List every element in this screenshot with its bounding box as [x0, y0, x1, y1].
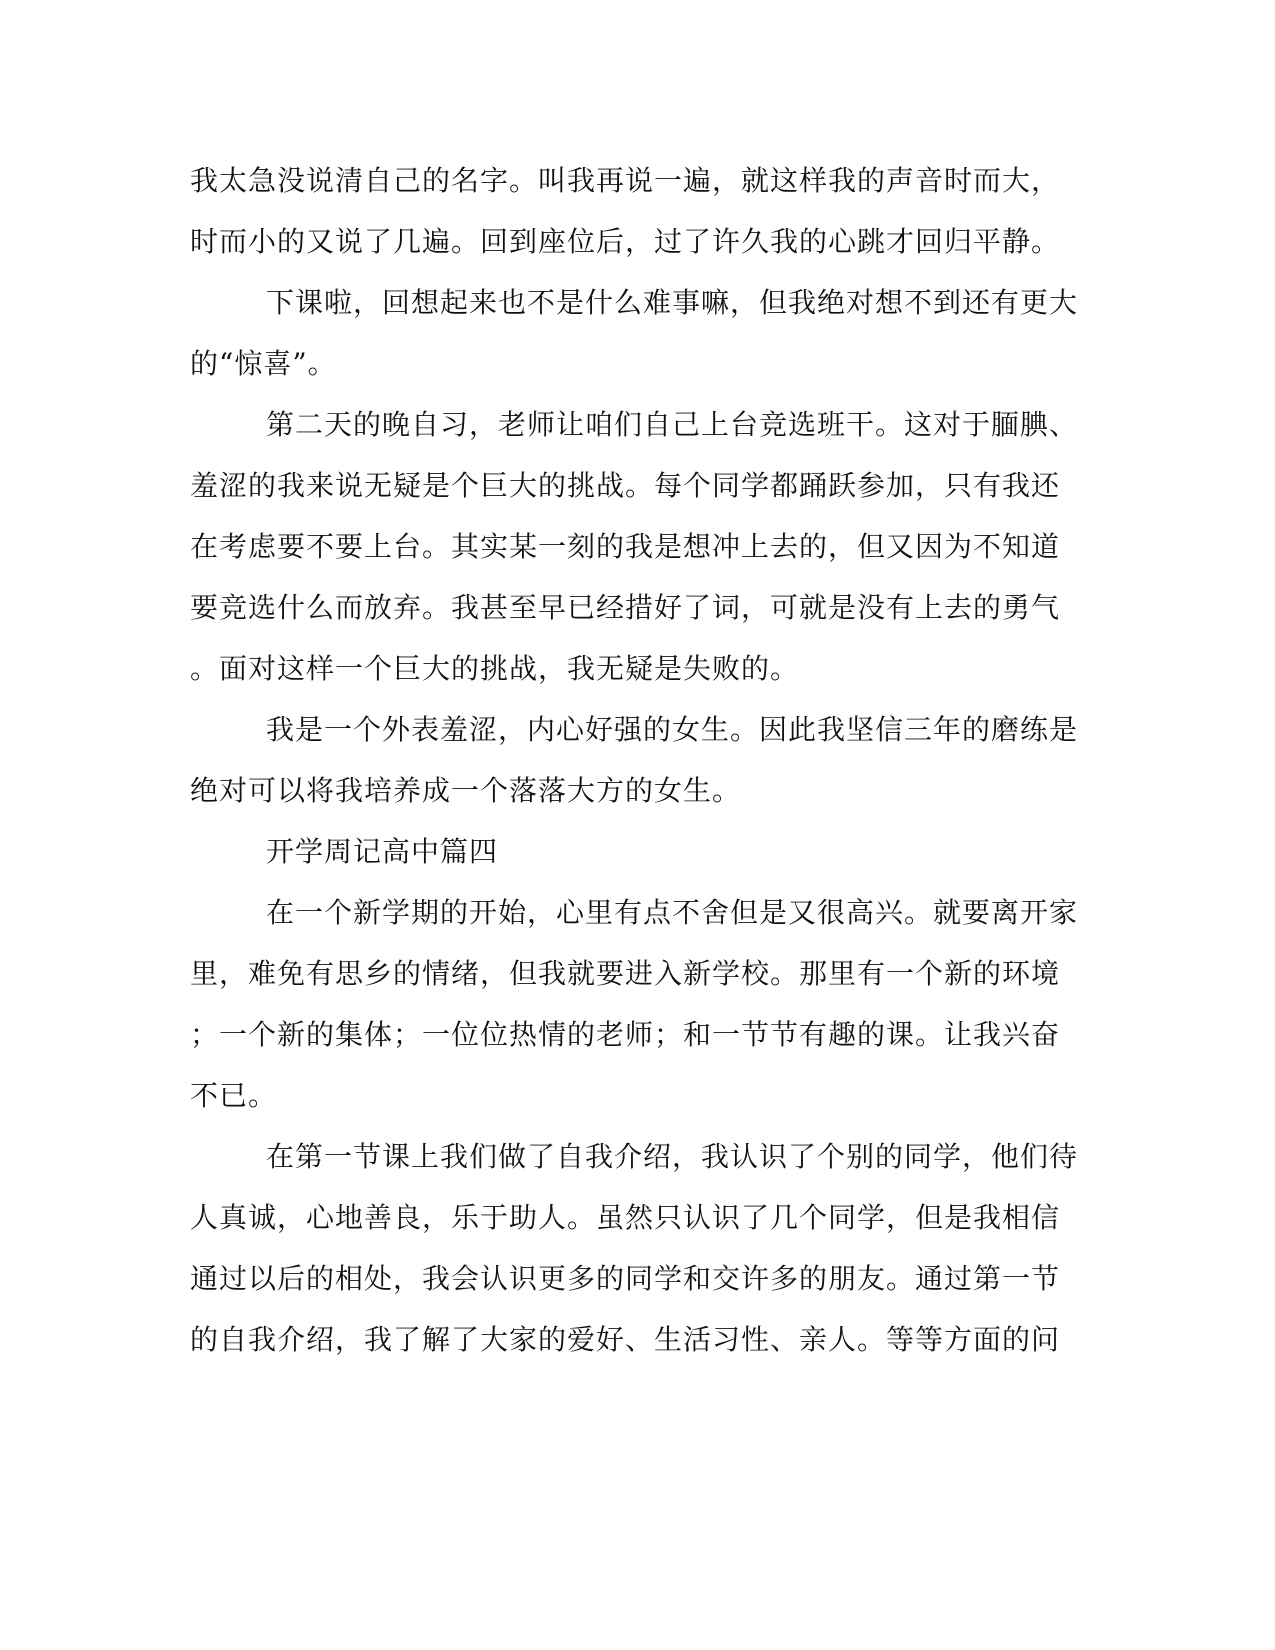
text-line: 羞涩的我来说无疑是个巨大的挑战。每个同学都踊跃参加，只有我还	[190, 469, 1061, 502]
document-body	[190, 157, 1079, 1377]
text-line: 的“惊喜”。	[190, 347, 337, 380]
text-line: 我是一个外表羞涩，内心好强的女生。因此我坚信三年的磨练是	[266, 713, 1079, 746]
text-line: 绝对可以将我培养成一个落落大方的女生。	[190, 774, 742, 807]
text-line: ；一个新的集体；一位位热情的老师；和一节节有趣的课。让我兴奋	[190, 1018, 1061, 1051]
text-line: 里，难免有思乡的情绪，但我就要进入新学校。那里有一个新的环境	[190, 957, 1061, 990]
text-line: 在第一节课上我们做了自我介绍，我认识了个别的同学，他们待	[266, 1140, 1079, 1173]
text-line: 时而小的又说了几遍。回到座位后，过了许久我的心跳才回归平静。	[190, 225, 1061, 258]
text-line: 不已。	[190, 1079, 278, 1112]
text-line: 。面对这样一个巨大的挑战，我无疑是失败的。	[190, 652, 800, 685]
text-line: 通过以后的相处，我会认识更多的同学和交许多的朋友。通过第一节	[190, 1262, 1061, 1295]
text-line: 人真诚，心地善良，乐于助人。虽然只认识了几个同学，但是我相信	[190, 1201, 1061, 1234]
text-line: 的自我介绍，我了解了大家的爱好、生活习性、亲人。等等方面的问	[190, 1323, 1061, 1356]
text-line: 要竞选什么而放弃。我甚至早已经措好了词，可就是没有上去的勇气	[190, 591, 1061, 624]
text-line: 在一个新学期的开始，心里有点不舍但是又很高兴。就要离开家	[266, 896, 1079, 929]
section-heading: 开学周记高中篇四	[266, 835, 499, 868]
text-line: 在考虑要不要上台。其实某一刻的我是想冲上去的，但又因为不知道	[190, 530, 1061, 563]
text-line: 我太急没说清自己的名字。叫我再说一遍，就这样我的声音时而大，	[190, 164, 1061, 197]
text-line: 第二天的晚自习，老师让咱们自己上台竞选班干。这对于腼腆、	[266, 408, 1079, 441]
text-line: 下课啦，回想起来也不是什么难事嘛，但我绝对想不到还有更大	[266, 286, 1079, 319]
